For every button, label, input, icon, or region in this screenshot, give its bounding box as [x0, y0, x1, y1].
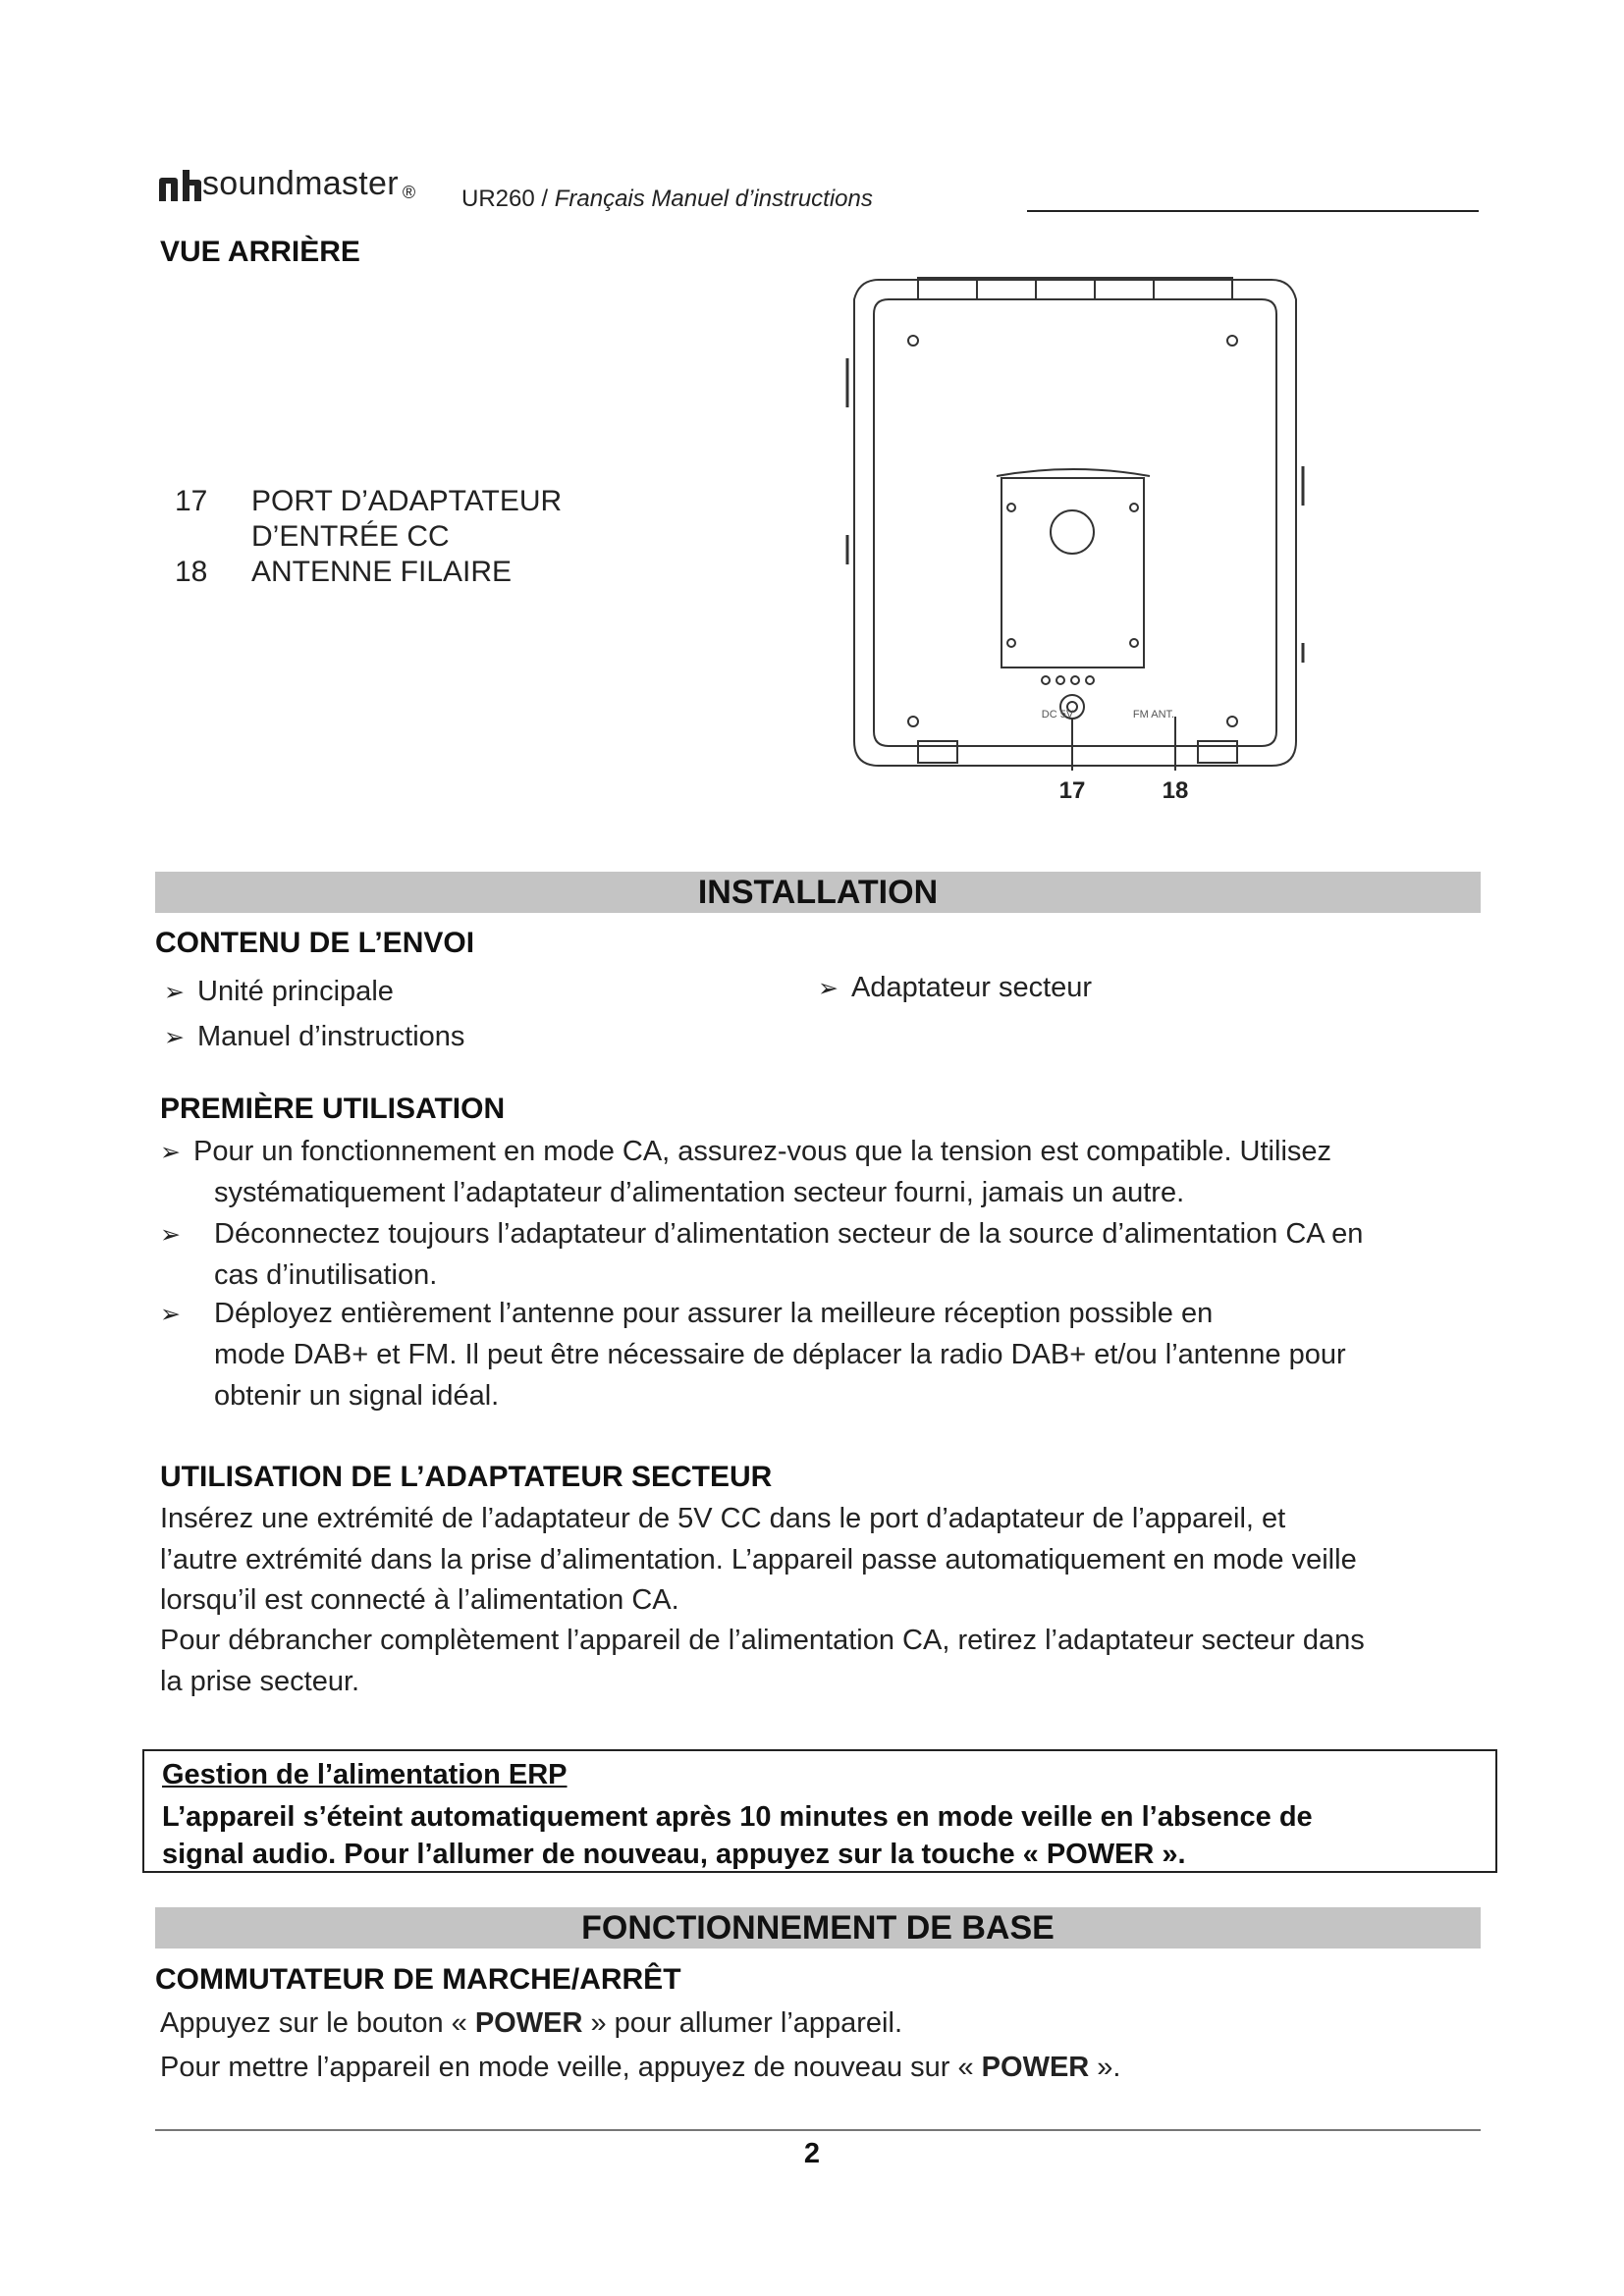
text-run: ».: [1089, 2052, 1121, 2083]
list-item-text: Adaptateur secteur: [851, 972, 1093, 1003]
list-item-cont: obtenir un signal idéal.: [214, 1380, 500, 1412]
screw-icon: [1227, 336, 1237, 346]
text-run: Pour mettre l’appareil en mode veille, appuyez de nouveau sur «: [160, 2052, 982, 2083]
paragraph-line: lorsqu’il est connecté à l’alimentation CA.: [160, 1584, 679, 1616]
foot-right: [1198, 741, 1237, 763]
brand-name: soundmaster: [202, 165, 399, 202]
model-subtitle: [461, 186, 873, 213]
text-run-bold: POWER: [474, 2007, 583, 2039]
list-item-text: Déployez entièrement l’antenne pour assurer la meilleure réception possible en: [214, 1298, 1214, 1329]
device-inner-outline: [874, 299, 1276, 746]
erp-title: Gestion de l’alimentation ERP: [162, 1759, 568, 1790]
registered-mark: ®: [402, 183, 416, 202]
legend-number: 17: [175, 485, 208, 517]
foot-left: [918, 741, 957, 763]
device-outline: [854, 280, 1296, 766]
power-switch-title: COMMUTATEUR DE MARCHE/ARRÊT: [155, 1963, 681, 1996]
text-run: Appuyez sur le bouton «: [160, 2007, 475, 2039]
paragraph-line: [160, 2002, 902, 2044]
list-item-text: Unité principale: [197, 976, 394, 1007]
callout-17: 17: [1058, 777, 1086, 804]
text-run-bold: POWER: [981, 2052, 1090, 2083]
footer-rule: [155, 2129, 1481, 2131]
list-item-text: Pour un fonctionnement en mode CA, assurez-vous que la tension est compatible. Utilisez: [193, 1136, 1332, 1167]
legend-label: ANTENNE FILAIRE: [251, 556, 513, 588]
paragraph-line: la prise secteur.: [160, 1666, 360, 1697]
mount-hole: [1051, 510, 1094, 554]
paragraph-line: [160, 2047, 1120, 2088]
screw-icon: [908, 336, 918, 346]
arrow-bullet-icon: ➢: [818, 975, 839, 1002]
list-item-cont: mode DAB+ et FM. Il peut être nécessaire de déplacer la radio DAB+ et/ou l’antenne pour: [214, 1339, 1346, 1370]
list-item: [160, 1218, 1363, 1251]
erp-text: [162, 1798, 1478, 1873]
callout-18: 18: [1162, 777, 1189, 804]
rear-view-diagram: [839, 270, 1311, 820]
arrow-bullet-icon: ➢: [160, 1301, 181, 1328]
top-buttons-strip: [918, 278, 1232, 299]
arrow-bullet-icon: ➢: [164, 1024, 185, 1051]
paragraph-line: l’autre extrémité dans la prise d’alimentation. L’appareil passe automatiquement en mode veille: [160, 1544, 1357, 1575]
manual-language: Français Manuel d’instructions: [554, 186, 873, 212]
erp-line: signal audio. Pour l’allumer de nouveau, appuyez sur la touche « POWER ».: [162, 1839, 1186, 1870]
legend-label: D’ENTRÉE CC: [251, 520, 450, 553]
arrow-bullet-icon: ➢: [160, 1139, 181, 1166]
list-item-cont: cas d’inutilisation.: [214, 1259, 438, 1291]
paragraph-line: Pour débrancher complètement l’appareil de l’alimentation CA, retirez l’adaptateur secteur dans: [160, 1625, 1365, 1656]
legend-item-18: [175, 556, 666, 595]
list-item: [164, 976, 394, 1008]
legend-item-17: [175, 485, 666, 524]
list-item: [160, 1136, 1331, 1168]
list-item: [160, 1298, 1213, 1330]
dc-label: DC 5V: [1041, 709, 1074, 721]
first-use-title: PREMIÈRE UTILISATION: [160, 1093, 506, 1125]
header-rule: [1027, 210, 1479, 212]
mount-plate: [1001, 478, 1144, 667]
fm-ant-label: FM ANT.: [1132, 709, 1175, 721]
list-item-text: Manuel d’instructions: [197, 1021, 465, 1052]
legend-item-17-cont: [175, 520, 666, 560]
brand-logo: [157, 165, 415, 203]
page-number: 2: [803, 2138, 821, 2169]
list-item: [818, 972, 1092, 1004]
erp-line: L’appareil s’éteint automatiquement après 10 minutes en mode veille en l’absence de: [162, 1801, 1313, 1833]
legend-number: 18: [175, 556, 208, 588]
list-item-cont: systématiquement l’adaptateur d’alimentation secteur fourni, jamais un autre.: [214, 1177, 1185, 1208]
model-number: UR260 /: [461, 186, 555, 212]
erp-notice-box: [142, 1749, 1497, 1873]
list-item: [164, 1021, 464, 1053]
contents-title: CONTENU DE L’ENVOI: [155, 927, 475, 959]
screw-icon: [1227, 717, 1237, 726]
installation-band: INSTALLATION: [155, 872, 1481, 913]
rear-view-title: VUE ARRIÈRE: [160, 236, 360, 268]
screw-icon: [908, 717, 918, 726]
arrow-bullet-icon: ➢: [160, 1221, 181, 1249]
paragraph-line: Insérez une extrémité de l’adaptateur de 5V CC dans le port d’adaptateur de l’appareil, et: [160, 1503, 1286, 1534]
adapter-title: UTILISATION DE L’ADAPTATEUR SECTEUR: [160, 1461, 773, 1493]
text-run: » pour allumer l’appareil.: [582, 2007, 903, 2039]
list-item-text: Déconnectez toujours l’adaptateur d’alimentation secteur de la source d’alimentation CA en: [214, 1218, 1364, 1250]
soundmaster-logo-icon: [157, 168, 202, 203]
basic-operation-band: FONCTIONNEMENT DE BASE: [155, 1907, 1481, 1949]
arrow-bullet-icon: ➢: [164, 979, 185, 1006]
legend-label: PORT D’ADAPTATEUR: [251, 485, 563, 517]
